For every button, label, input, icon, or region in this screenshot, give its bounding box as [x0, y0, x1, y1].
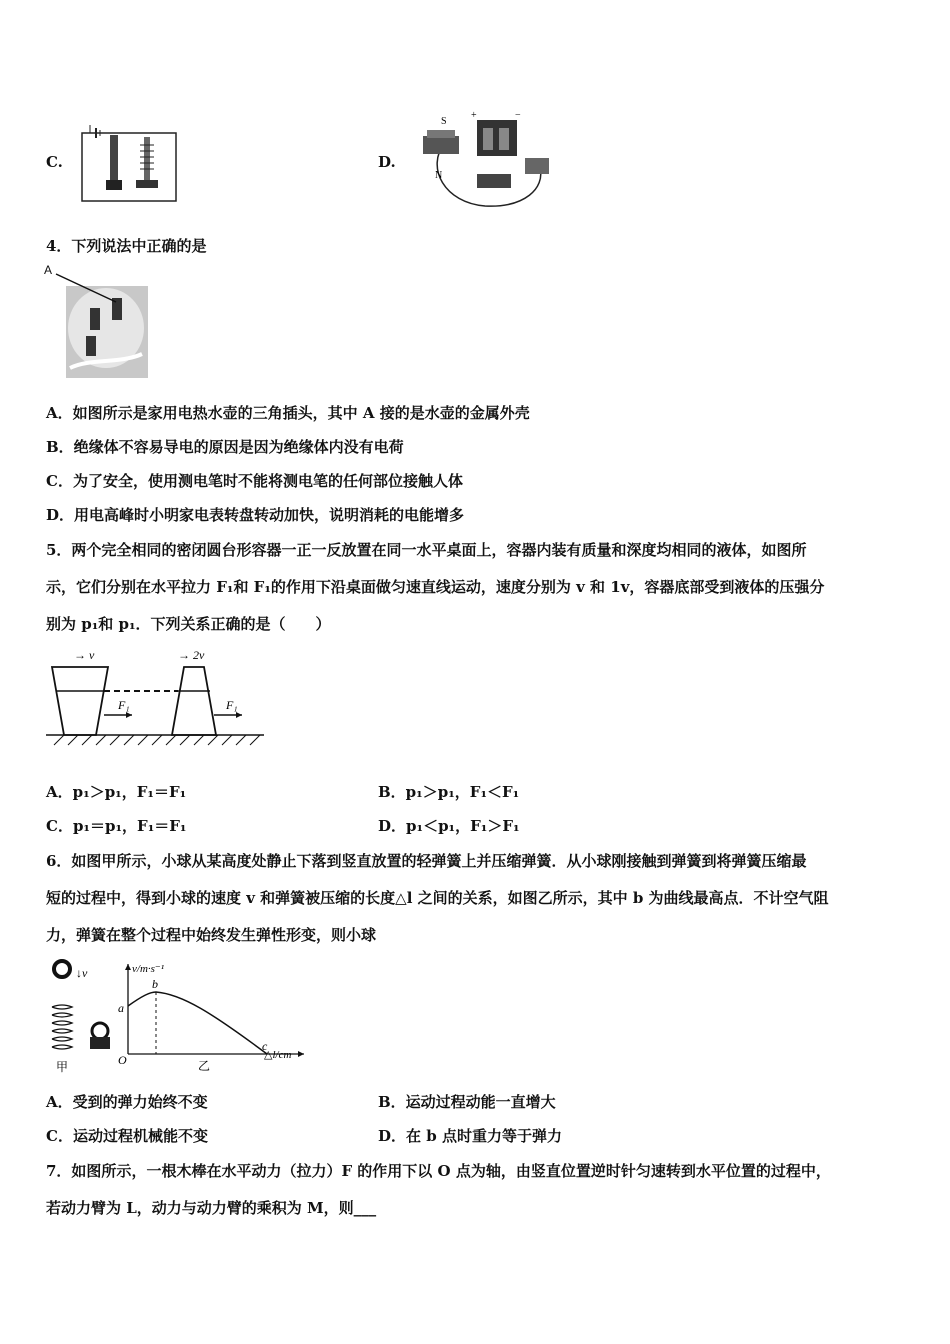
- svg-text:S: S: [441, 116, 447, 127]
- q5-stem-line-3: 别为 p₁和 p₁．下列关系正确的是（ ）: [46, 615, 331, 633]
- q6-option-d: D．在 b 点时重力等于弹力: [378, 1127, 562, 1145]
- q5-option-d: D．p₁＜p₁，F₁＞F₁: [378, 817, 520, 835]
- q7-stem-line-2: 若动力臂为 L，动力与动力臂的乘积为 M，则___: [46, 1199, 377, 1217]
- q3-option-c-label: C.: [46, 153, 63, 171]
- q6-chart-ylabel: v/m·s⁻¹: [132, 963, 165, 975]
- q3-option-c-figure: [78, 125, 183, 205]
- q5-fig-f2: F₁: [226, 698, 238, 712]
- q6-stem-line-3: 力，弹簧在整个过程中始终发生弹性形变，则小球: [46, 926, 377, 944]
- q6-chart-point-c: c: [262, 1039, 268, 1053]
- q4-stem: 4．下列说法中正确的是: [46, 237, 207, 255]
- q6-stem-line-2: 短的过程中，得到小球的速度 v 和弹簧被压缩的长度△l 之间的关系，如图乙所示，其中 b 为曲线最高点．不计空气阻: [46, 889, 829, 907]
- q4-option-a: A．如图所示是家用电热水壶的三角插头，其中 A 接的是水壶的金属外壳: [46, 404, 530, 422]
- q5-stem-line-2: 示，它们分别在水平拉力 F₁和 F₁的作用下沿桌面做匀速直线运动，速度分别为 v 和 1v，容器底部受到液体的压强分: [46, 578, 825, 596]
- q5-fig-v1: → v: [74, 648, 95, 662]
- q4-option-c: C．为了安全，使用测电笔时不能将测电笔的任何部位接触人体: [46, 472, 463, 490]
- q6-chart-xlabel: △l/cm: [264, 1049, 292, 1061]
- q6-chart-point-b: b: [152, 977, 158, 991]
- q7-stem-line-1: 7．如图所示，一根木棒在水平动力（拉力）F 的作用下以 O 点为轴，由竖直位置逆时针匀速转到水平位置的过程中，: [46, 1162, 831, 1180]
- q6-option-a: A．受到的弹力始终不变: [46, 1093, 208, 1111]
- q5-option-b: B．p₁＞p₁，F₁＜F₁: [378, 783, 520, 801]
- q6-chart-yi-label: 乙: [198, 1059, 211, 1073]
- q6-option-b: B．运动过程动能一直增大: [378, 1093, 556, 1111]
- q6-chart-point-a: a: [118, 1001, 124, 1015]
- q6-chart-origin: O: [118, 1053, 127, 1067]
- q5-fig-v2: → 2v: [178, 648, 205, 662]
- svg-text:−: −: [515, 110, 521, 121]
- q6-chart-yi: [112, 958, 312, 1076]
- svg-text:N: N: [435, 170, 443, 181]
- q6-option-c: C．运动过程机械能不变: [46, 1127, 208, 1145]
- q3-option-d-figure: [415, 108, 555, 210]
- q3-option-d-label: D.: [378, 153, 396, 171]
- q6-fig-jia: 甲: [56, 1060, 69, 1074]
- q4-plug-figure: [50, 268, 150, 380]
- q6-stem-line-1: 6．如图甲所示，小球从某高度处静止下落到竖直放置的轻弹簧上并压缩弹簧．从小球刚接触到弹簧到将弹簧压缩最: [46, 852, 807, 870]
- q4-option-d: D．用电高峰时小明家电表转盘转动加快，说明消耗的电能增多: [46, 506, 465, 524]
- q5-option-c: C．p₁＝p₁，F₁＝F₁: [46, 817, 187, 835]
- q5-option-a: A．p₁＞p₁，F₁＝F₁: [46, 783, 187, 801]
- q5-containers-figure: [44, 645, 266, 750]
- q6-fig-v-arrow: ↓v: [76, 966, 88, 980]
- q4-option-b: B．绝缘体不容易导电的原因是因为绝缘体内没有电荷: [46, 438, 404, 456]
- svg-text:+: +: [471, 110, 477, 121]
- q5-stem-line-1: 5．两个完全相同的密闭圆台形容器一正一反放置在同一水平桌面上，容器内装有质量和深度均相同的液体，如图所: [46, 541, 807, 559]
- q4-figure-label: A: [44, 263, 53, 277]
- q5-fig-f1: F₁: [118, 698, 130, 712]
